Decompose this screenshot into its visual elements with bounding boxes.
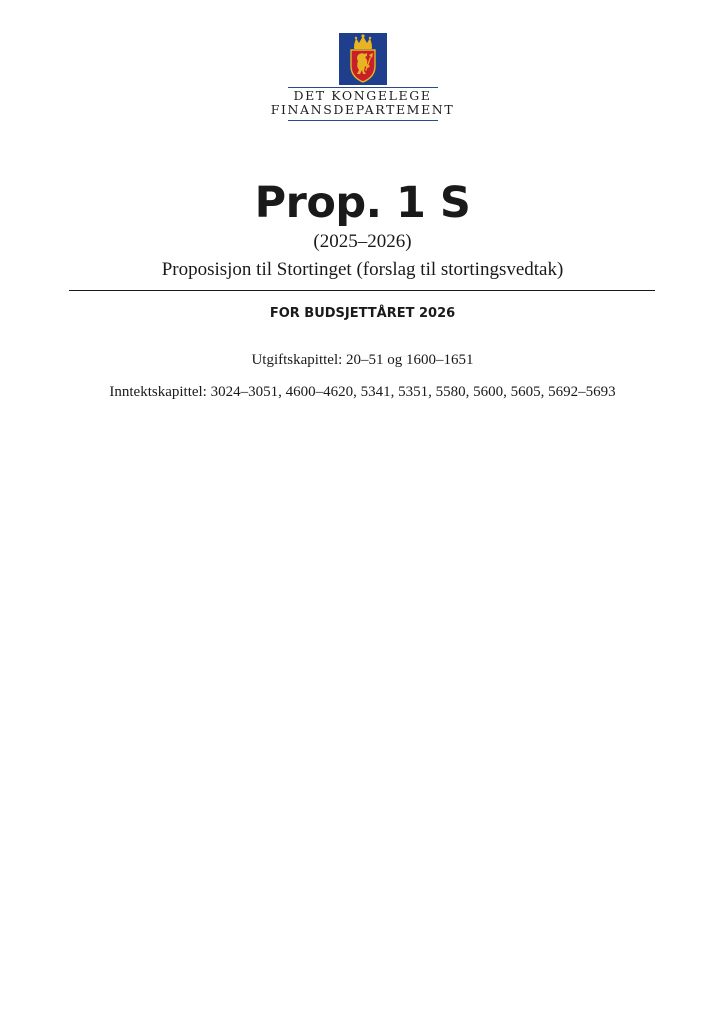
budget-year-heading: FOR BUDSJETTÅRET 2026 — [269, 306, 456, 321]
session-years: (2025–2026) — [313, 231, 412, 252]
document-subtitle: Proposisjon til Stortinget (forslag til stortingsvedtak) — [161, 259, 564, 280]
ministry-logo — [0, 33, 725, 121]
ministry-name-line2: FINANSDEPARTEMENT — [270, 102, 455, 117]
ministry-name-line1: DET KONGELEGE — [293, 88, 432, 103]
coat-of-arms-icon — [339, 33, 387, 85]
logo-rule-bottom — [288, 120, 438, 121]
expense-chapters: Utgiftskapittel: 20–51 og 1600–1651 — [251, 352, 474, 368]
title-divider — [69, 290, 655, 291]
income-chapters: Inntektskapittel: 3024–3051, 4600–4620, 5341, 5351, 5580, 5600, 5605, 5692–5693 — [109, 384, 616, 400]
document-title: Prop. 1 S — [254, 178, 471, 228]
